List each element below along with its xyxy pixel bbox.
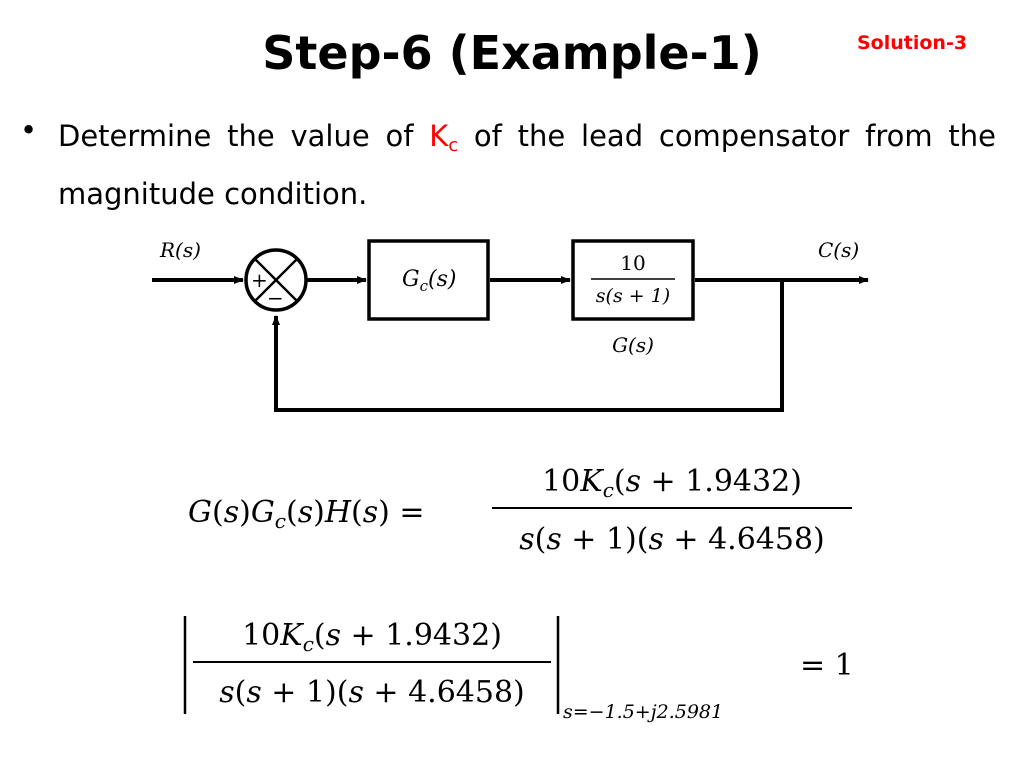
plant-label: G(s) bbox=[612, 333, 654, 357]
output-label: C(s) bbox=[818, 238, 860, 262]
eq2-denominator: s(s + 1)(s + 4.6458) bbox=[219, 675, 525, 710]
minus-sign: − bbox=[267, 286, 284, 310]
bullet-dot: • bbox=[20, 113, 38, 147]
plus-sign: + bbox=[251, 268, 268, 292]
eq1-lhs: $G(s)G_c(s)H(s)$ = bbox=[188, 495, 425, 533]
bullet-text-after: of the lead compensator from the magnitude condition. bbox=[58, 119, 996, 211]
plant-numerator: 10 bbox=[620, 251, 646, 275]
eq1-numerator: $10K_c(s + 1.9432)$ bbox=[542, 464, 802, 502]
slide-title: Step-6 (Example-1) bbox=[262, 26, 762, 80]
input-label: R(s) bbox=[160, 238, 201, 262]
kc-symbol-letter: K bbox=[429, 119, 449, 153]
eq2-numerator: $10K_c(s + 1.9432)$ bbox=[242, 618, 502, 656]
eq2-eval-point: s=−1.5+j2.5981 bbox=[563, 701, 724, 723]
eq2-rhs: = 1 bbox=[800, 648, 854, 683]
controller-label: $G_c(s)$ bbox=[402, 267, 457, 295]
eq1-denominator: s(s + 1)(s + 4.6458) bbox=[519, 522, 825, 557]
solution-tag: Solution-3 bbox=[857, 32, 968, 54]
bullet-text-before: Determine the value of bbox=[58, 119, 430, 153]
kc-symbol-subscript: c bbox=[448, 135, 459, 156]
plant-denominator: s(s + 1) bbox=[595, 285, 671, 307]
